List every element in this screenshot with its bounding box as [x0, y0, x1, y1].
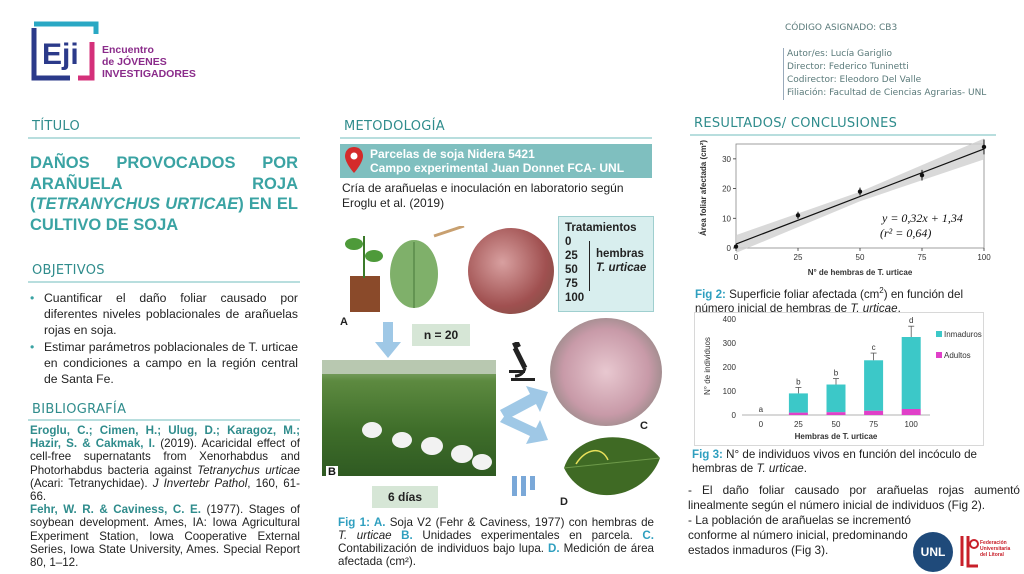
section-methodology-heading: METODOLOGÍA	[344, 119, 445, 134]
federation-line-3: del Litoral	[980, 552, 1004, 558]
x-tick-label: 25	[793, 420, 803, 429]
photo-mites-microscope	[550, 318, 662, 426]
treatments-box	[558, 216, 654, 312]
fig2-caption: Fig 2: Superficie foliar afectada $(cm^2)$ en función del número inicial de hembras de T. urticae.	[695, 286, 964, 315]
imagej-icon	[510, 474, 538, 498]
federation-line-2: Universitaria	[980, 546, 1011, 552]
event-name	[102, 44, 196, 80]
eji-logo	[30, 20, 100, 82]
plot-line-1: Parcelas de soja Nidera 5421	[370, 147, 535, 161]
treatments-values: 0 25 50 75 100	[565, 236, 585, 304]
poster-title: DAÑOS PROVOCADOS POR ARAÑUELA ROJA (TETRANYCHUS URTICAE) EN EL CULTIVO DE SOJA	[30, 154, 298, 234]
divider	[340, 137, 652, 139]
section-results-heading: RESULTADOS/ CONCLUSIONES	[694, 116, 898, 131]
x-tick-label: 0	[758, 420, 764, 429]
objective-item: • Cuantificar el daño foliar causado por diferentes niveles poblacionales de arañuelas rojas en soja.	[30, 290, 298, 338]
microscope-icon	[505, 342, 539, 382]
regression-equation: y = 0,32x + 1,34	[882, 211, 963, 225]
x-tick-label: 0	[733, 253, 739, 262]
arrow-down-icon	[375, 322, 401, 358]
y-tick-label: 0	[731, 411, 736, 420]
federation-emblem-icon	[958, 534, 980, 568]
data-point	[920, 173, 924, 177]
bar-immatures	[864, 360, 883, 410]
project-code: CÓDIGO ASIGNADO: CB3	[785, 23, 898, 33]
fig1-caption: Fig 1: A. Soja V2 (Fehr & Caviness, 1977) con hembras de T. urticae B. Unidades experimentales en parcela. C. Contabilización de individuos bajo lupa. D. Medición de área afectada (cm²).	[338, 516, 654, 568]
x-tick-label: 75	[869, 420, 879, 429]
y-tick-label: 0	[726, 244, 731, 253]
photo-soy-plant	[334, 226, 474, 316]
y-tick-label: 300	[722, 339, 736, 348]
section-objectives-heading: OBJETIVOS	[32, 263, 105, 278]
objective-item: • Estimar parámetros poblacionales de T. urticae en condiciones a campo en la región central de Santa Fe.	[30, 339, 298, 387]
location-pin-icon	[344, 146, 364, 174]
divider	[28, 419, 300, 421]
y-tick-label: 20	[722, 184, 731, 194]
confidence-band	[736, 139, 984, 253]
x-tick-label: 100	[977, 253, 991, 262]
plot-line-2: Campo experimental Juan Donnet FCA- UNL	[370, 161, 625, 175]
regression-line	[736, 149, 984, 244]
federation-logo	[958, 532, 1020, 572]
significance-letter: d	[908, 316, 914, 326]
photo-field-plots	[322, 360, 496, 476]
arrow-right-icon	[498, 384, 550, 448]
r-squared: (r² = 0,64)	[880, 226, 932, 240]
director: Director: Federico Tuninetti	[787, 62, 909, 72]
data-point	[734, 244, 738, 248]
bar-immatures	[827, 385, 846, 413]
x-tick-label: 75	[917, 253, 927, 262]
significance-letter: b	[796, 377, 801, 387]
duration-box: 6 días	[372, 486, 438, 508]
authors: Autor/es: Lucía Gariglio	[787, 49, 893, 59]
bar-adults	[864, 411, 883, 415]
significance-letter: b	[833, 368, 839, 378]
bar-immatures	[789, 393, 808, 412]
y-tick-label: 100	[722, 387, 736, 396]
x-tick-label: 25	[793, 253, 803, 262]
data-point	[858, 189, 862, 193]
divider	[690, 134, 996, 136]
y-tick-label: 200	[722, 363, 736, 372]
panel-label-b: B	[328, 466, 336, 478]
affiliation: Filiación: Facultad de Ciencias Agrarias- UNL	[787, 88, 987, 98]
y-axis-label: Área foliar afectada (cm²)	[699, 139, 708, 236]
divider	[28, 281, 300, 283]
panel-label-c: C	[640, 420, 648, 432]
conclusion-item: - El daño foliar causado por arañuelas rojas aumentó linealmente según el número inicial de individuos (Fig 2).	[688, 483, 1020, 512]
legend-label-adults: Adultos	[944, 351, 971, 360]
y-tick-label: 30	[722, 154, 731, 164]
fig2-regression-chart	[692, 138, 1002, 280]
bar-adults	[827, 412, 846, 415]
federation-line-1: Federación	[980, 540, 1007, 546]
objectives-list	[30, 290, 298, 388]
sample-size-box: n = 20	[412, 324, 470, 346]
significance-letter: a	[758, 405, 764, 414]
treatments-label: hembras T. urticae	[596, 248, 647, 274]
legend-label-immatures: Inmaduros	[944, 330, 982, 339]
photo-leaf-measurement	[556, 428, 662, 510]
section-bibliography-heading: BIBLIOGRAFÍA	[32, 402, 127, 417]
panel-label-a: A	[340, 316, 348, 328]
reference-2: Fehr, W. R. & Caviness, C. E. (1977). Stages of soybean development. Ames, IA: Iowa Agricultural Experiment Station, Iowa Cooperative External Series, Iowa State University, Ames. Special Report 80, 1–12.	[30, 503, 300, 570]
x-tick-label: 100	[904, 420, 918, 429]
reference-1: Eroglu, C.; Cimen, H.; Ulug, D.; Karagoz, M.; Hazir, S. & Cakmak, I. (2019). Acaricidal effect of cell-free supernatants from Xenorhabdus and Photorhabdus bacteria against Tetranychus urticae (Acari: Tetranychidae). J Invertebr Pathol, 160, 61-66.	[30, 424, 300, 504]
unl-logo: UNL	[913, 532, 953, 572]
y-tick-label: 400	[722, 315, 736, 324]
y-tick-label: 10	[722, 214, 731, 224]
fig3-bar-chart	[696, 313, 982, 445]
photo-mites-closeup	[468, 228, 554, 314]
x-axis-label: Hembras de T. urticae	[794, 432, 878, 441]
breeding-text: Cría de arañuelas e inoculación en laboratorio según Eroglu et al. (2019)	[342, 181, 624, 210]
bar-adults	[789, 413, 808, 415]
event-line-1: Encuentro	[102, 44, 154, 56]
event-line-2: de JÓVENES	[102, 56, 167, 68]
conclusion-item: - La población de arañuelas se incrementó conforme al número inicial, predominando estados inmaduros (Fig 3).	[688, 513, 911, 557]
bar-immatures	[902, 337, 921, 409]
event-line-3: INVESTIGADORES	[102, 68, 196, 80]
plot-info-box	[340, 144, 652, 178]
codirector: Codirector: Eleodoro Del Valle	[787, 75, 922, 85]
significance-letter: c	[871, 343, 876, 353]
bibliography	[30, 424, 300, 569]
data-point	[796, 213, 800, 217]
legend-swatch-adults	[936, 352, 942, 358]
data-point	[982, 145, 986, 149]
author-block	[783, 48, 986, 100]
x-axis-label: N° de hembras de T. urticae	[807, 268, 913, 277]
logo-letters: Eji	[42, 38, 79, 71]
y-axis-label: N° de individuos	[703, 337, 712, 395]
section-title-heading: TÍTULO	[32, 119, 81, 134]
panel-label-d: D	[560, 496, 568, 508]
bar-adults	[902, 409, 921, 415]
x-tick-label: 50	[831, 420, 841, 429]
legend-swatch-immatures	[936, 331, 942, 337]
divider	[28, 137, 300, 139]
x-tick-label: 50	[855, 253, 865, 262]
treatments-title: Tratamientos	[565, 222, 637, 234]
fig3-caption: Fig 3: N° de individuos vivos en función del incóculo de hembras de T. urticae.	[692, 448, 977, 475]
